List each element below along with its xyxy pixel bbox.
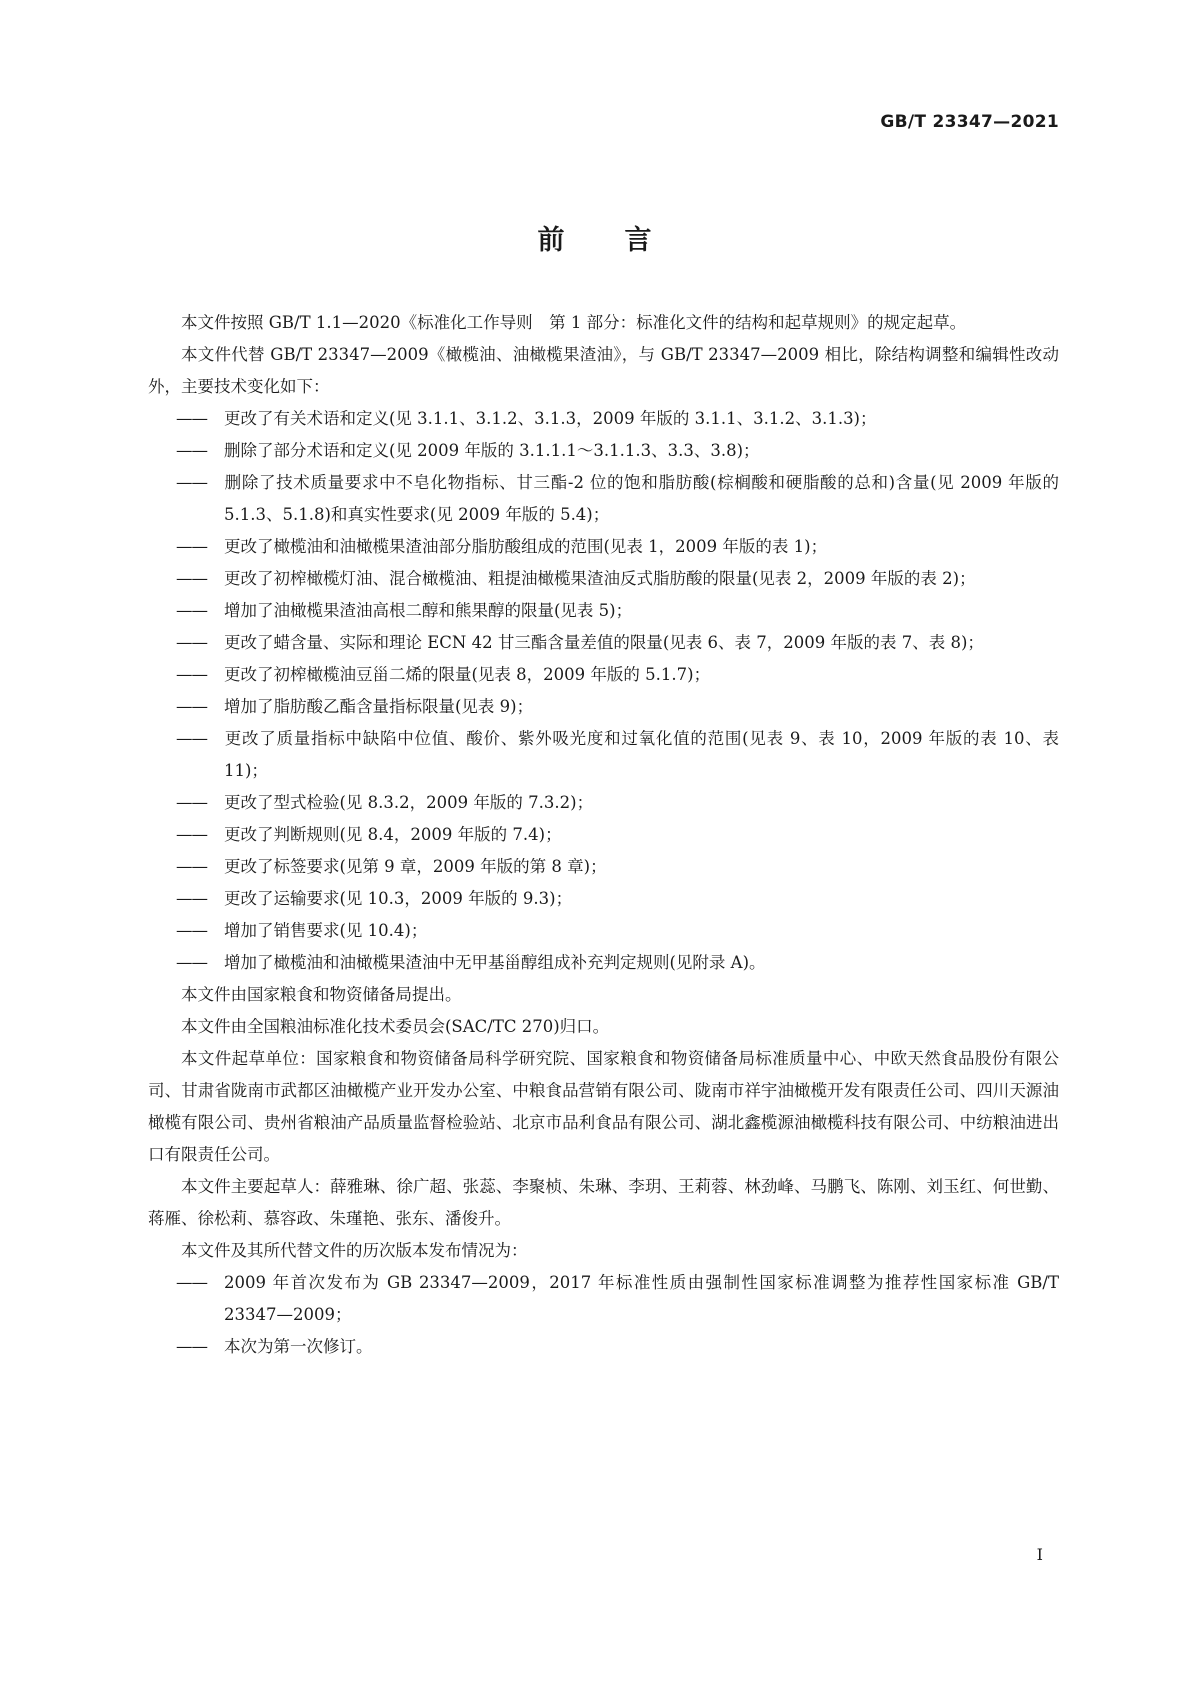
list-item (176, 915, 1059, 947)
list-item-text: 增加了脂肪酸乙酯含量指标限量(见表 9)； (224, 697, 534, 716)
list-item (176, 787, 1059, 819)
list-item-text: 更改了初榨橄榄油豆甾二烯的限量(见表 8，2009 年版的 5.1.7)； (224, 665, 711, 684)
dash-marker: —— (176, 697, 207, 716)
list-item-text: 删除了部分术语和定义(见 2009 年版的 3.1.1.1～3.1.1.3、3.3、3.8)； (224, 441, 760, 460)
list-item-text: 更改了质量指标中缺陷中位值、酸价、紫外吸光度和过氧化值的范围(见表 9、表 10，2009 年版的表 10、表 11)； (224, 729, 1059, 780)
dash-marker: —— (176, 473, 207, 492)
dash-marker: —— (176, 601, 207, 620)
list-item-text: 2009 年首次发布为 GB 23347—2009，2017 年标准性质由强制性国家标准调整为推荐性国家标准 GB/T 23347—2009； (224, 1273, 1059, 1324)
dash-marker: —— (176, 921, 207, 940)
standard-number: GB/T 23347—2021 (880, 112, 1059, 132)
paragraph: 本文件由全国粮油标准化技术委员会(SAC/TC 270)归口。 (181, 1017, 610, 1036)
list-item-text: 更改了型式检验(见 8.3.2，2009 年版的 7.3.2)； (224, 793, 594, 812)
dash-marker: —— (176, 633, 207, 652)
list-item-text: 更改了标签要求(见第 9 章，2009 年版的第 8 章)； (224, 857, 607, 876)
list-item (176, 595, 1059, 627)
list-item-text: 更改了初榨橄榄灯油、混合橄榄油、粗提油橄榄果渣油反式脂肪酸的限量(见表 2，2009 年版的表 2)； (224, 569, 976, 588)
list-item (176, 723, 1059, 787)
list-item-text: 增加了油橄榄果渣油高根二醇和熊果醇的限量(见表 5)； (224, 601, 633, 620)
list-item (176, 883, 1059, 915)
dash-marker: —— (176, 729, 207, 748)
dash-marker: —— (176, 441, 207, 460)
dash-marker: —— (176, 857, 207, 876)
list-item (176, 531, 1059, 563)
list-item (176, 1267, 1059, 1331)
list-item (176, 435, 1059, 467)
paragraph: 本文件及其所代替文件的历次版本发布情况为： (181, 1241, 528, 1260)
dash-marker: —— (176, 953, 207, 972)
foreword-body (148, 307, 1059, 1363)
dash-marker: —— (176, 889, 207, 908)
paragraph: 本文件按照 GB/T 1.1—2020《标准化工作导则 第 1 部分：标准化文件的结构和起草规则》的规定起草。 (181, 313, 967, 332)
page-title (0, 218, 1191, 257)
dash-marker: —— (176, 409, 207, 428)
dash-marker: —— (176, 569, 207, 588)
dash-marker: —— (176, 825, 207, 844)
dash-marker: —— (176, 1273, 207, 1292)
list-item-text: 本次为第一次修订。 (224, 1337, 373, 1356)
list-item (176, 659, 1059, 691)
list-item-text: 增加了销售要求(见 10.4)； (224, 921, 428, 940)
page-number: I (1036, 1545, 1043, 1564)
dash-marker: —— (176, 793, 207, 812)
list-item-text: 删除了技术质量要求中不皂化物指标、甘三酯-2 位的饱和脂肪酸(棕榈酸和硬脂酸的总和)含量(见 2009 年版的 5.1.3、5.1.8)和真实性要求(见 2009 年版的 5.4)； (224, 473, 1059, 524)
paragraph: 本文件由国家粮食和物资储备局提出。 (181, 985, 462, 1004)
list-item-text: 更改了运输要求(见 10.3，2009 年版的 9.3)； (224, 889, 573, 908)
dash-marker: —— (176, 1337, 207, 1356)
list-item (176, 563, 1059, 595)
list-item (176, 947, 1059, 979)
paragraph: 本文件起草单位：国家粮食和物资储备局科学研究院、国家粮食和物资储备局标准质量中心、中欧天然食品股份有限公司、甘肃省陇南市武都区油橄榄产业开发办公室、中粮食品营销有限公司、陇南市祥宇油橄榄开发有限责任公司、四川天源油橄榄有限公司、贵州省粮油产品质量监督检验站、北京市品利食品有限公司、湖北鑫榄源油橄榄科技有限公司、中纺粮油进出口有限责任公司。 (148, 1049, 1059, 1164)
list-item (176, 851, 1059, 883)
title-char-2: 言 (624, 225, 654, 256)
list-item (176, 627, 1059, 659)
list-item (176, 403, 1059, 435)
list-item (176, 467, 1059, 531)
list-item-text: 更改了判断规则(见 8.4，2009 年版的 7.4)； (224, 825, 562, 844)
list-item-text: 增加了橄榄油和油橄榄果渣油中无甲基甾醇组成补充判定规则(见附录 A)。 (224, 953, 766, 972)
list-item (176, 1331, 1059, 1363)
list-item (176, 819, 1059, 851)
dash-marker: —— (176, 537, 207, 556)
title-char-1: 前 (537, 225, 567, 256)
list-item (176, 691, 1059, 723)
paragraph: 本文件代替 GB/T 23347—2009《橄榄油、油橄榄果渣油》，与 GB/T 23347—2009 相比，除结构调整和编辑性改动外，主要技术变化如下： (148, 345, 1059, 396)
paragraph: 本文件主要起草人：薛雅琳、徐广超、张蕊、李聚桢、朱琳、李玥、王莉蓉、林劲峰、马鹏飞、陈刚、刘玉红、何世勤、蒋雁、徐松莉、慕容政、朱瑾艳、张东、潘俊升。 (148, 1177, 1059, 1228)
list-item-text: 更改了橄榄油和油橄榄果渣油部分脂肪酸组成的范围(见表 1，2009 年版的表 1)； (224, 537, 828, 556)
dash-marker: —— (176, 665, 207, 684)
list-item-text: 更改了蜡含量、实际和理论 ECN 42 甘三酯含量差值的限量(见表 6、表 7，2009 年版的表 7、表 8)； (224, 633, 984, 652)
list-item-text: 更改了有关术语和定义(见 3.1.1、3.1.2、3.1.3，2009 年版的 3.1.1、3.1.2、3.1.3)； (224, 409, 877, 428)
